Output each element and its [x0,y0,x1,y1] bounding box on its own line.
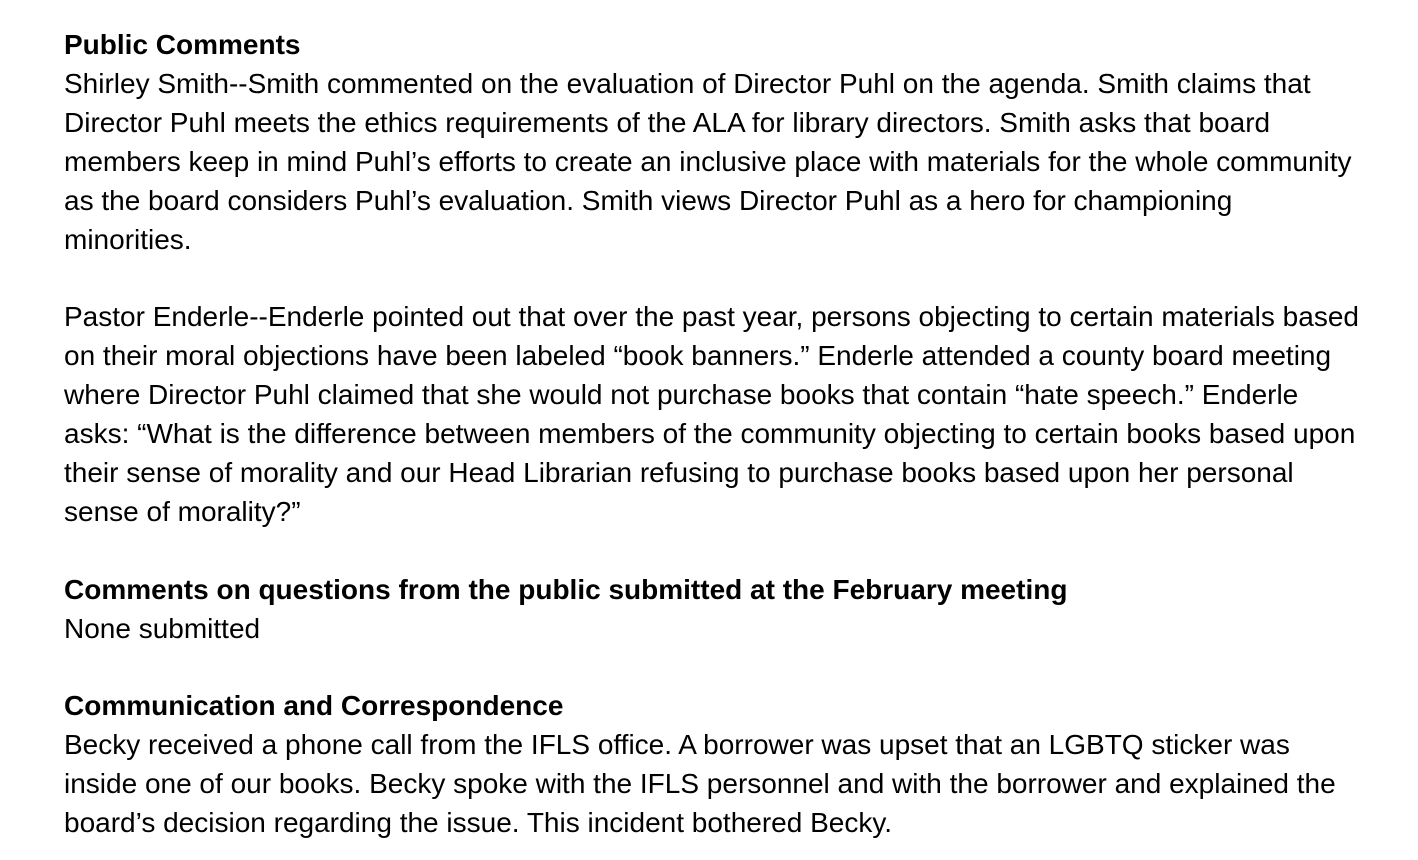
smith-comment-paragraph: Shirley Smith--Smith commented on the evaluation of Director Puhl on the agenda. Smith claims that Director Puhl meets the ethics requirements of the ALA for library directors. Smith asks that board members keep in mind Puhl’s efforts to create an inclusive place with materials for the whole community as the board considers Puhl’s evaluation. Smith views Director Puhl as a hero for championing minorities. [64,67,1352,255]
paragraph-spacer [64,259,1364,298]
february-questions-heading: Comments on questions from the public submitted at the February meeting [64,573,1068,605]
communication-body: Becky received a phone call from the IFLS office. A borrower was upset that an LGBTQ sticker was inside one of our books. Becky spoke with the IFLS personnel and with the borrower and explained the board’s decision regarding the issue. This incident bothered Becky. [64,729,1336,839]
document-page [64,26,1364,843]
paragraph-spacer [64,532,1364,571]
paragraph-spacer [64,648,1364,687]
february-questions-body: None submitted [64,612,261,644]
public-comments-heading: Public Comments [64,29,301,60]
communication-heading: Communication and Correspondence [64,690,564,722]
enderle-comment-paragraph: Pastor Enderle--Enderle pointed out that over the past year, persons objecting to certain materials based on their moral objections have been labeled “book banners.” Enderle attended a county board meeting where Director Puhl claimed that she would not purchase books that contain “hate speech.” Enderle asks: “What is the difference between members of the community objecting to certain books based upon their sense of morality and our Head Librarian refusing to purchase books based upon her personal sense of morality?” [64,301,1359,527]
